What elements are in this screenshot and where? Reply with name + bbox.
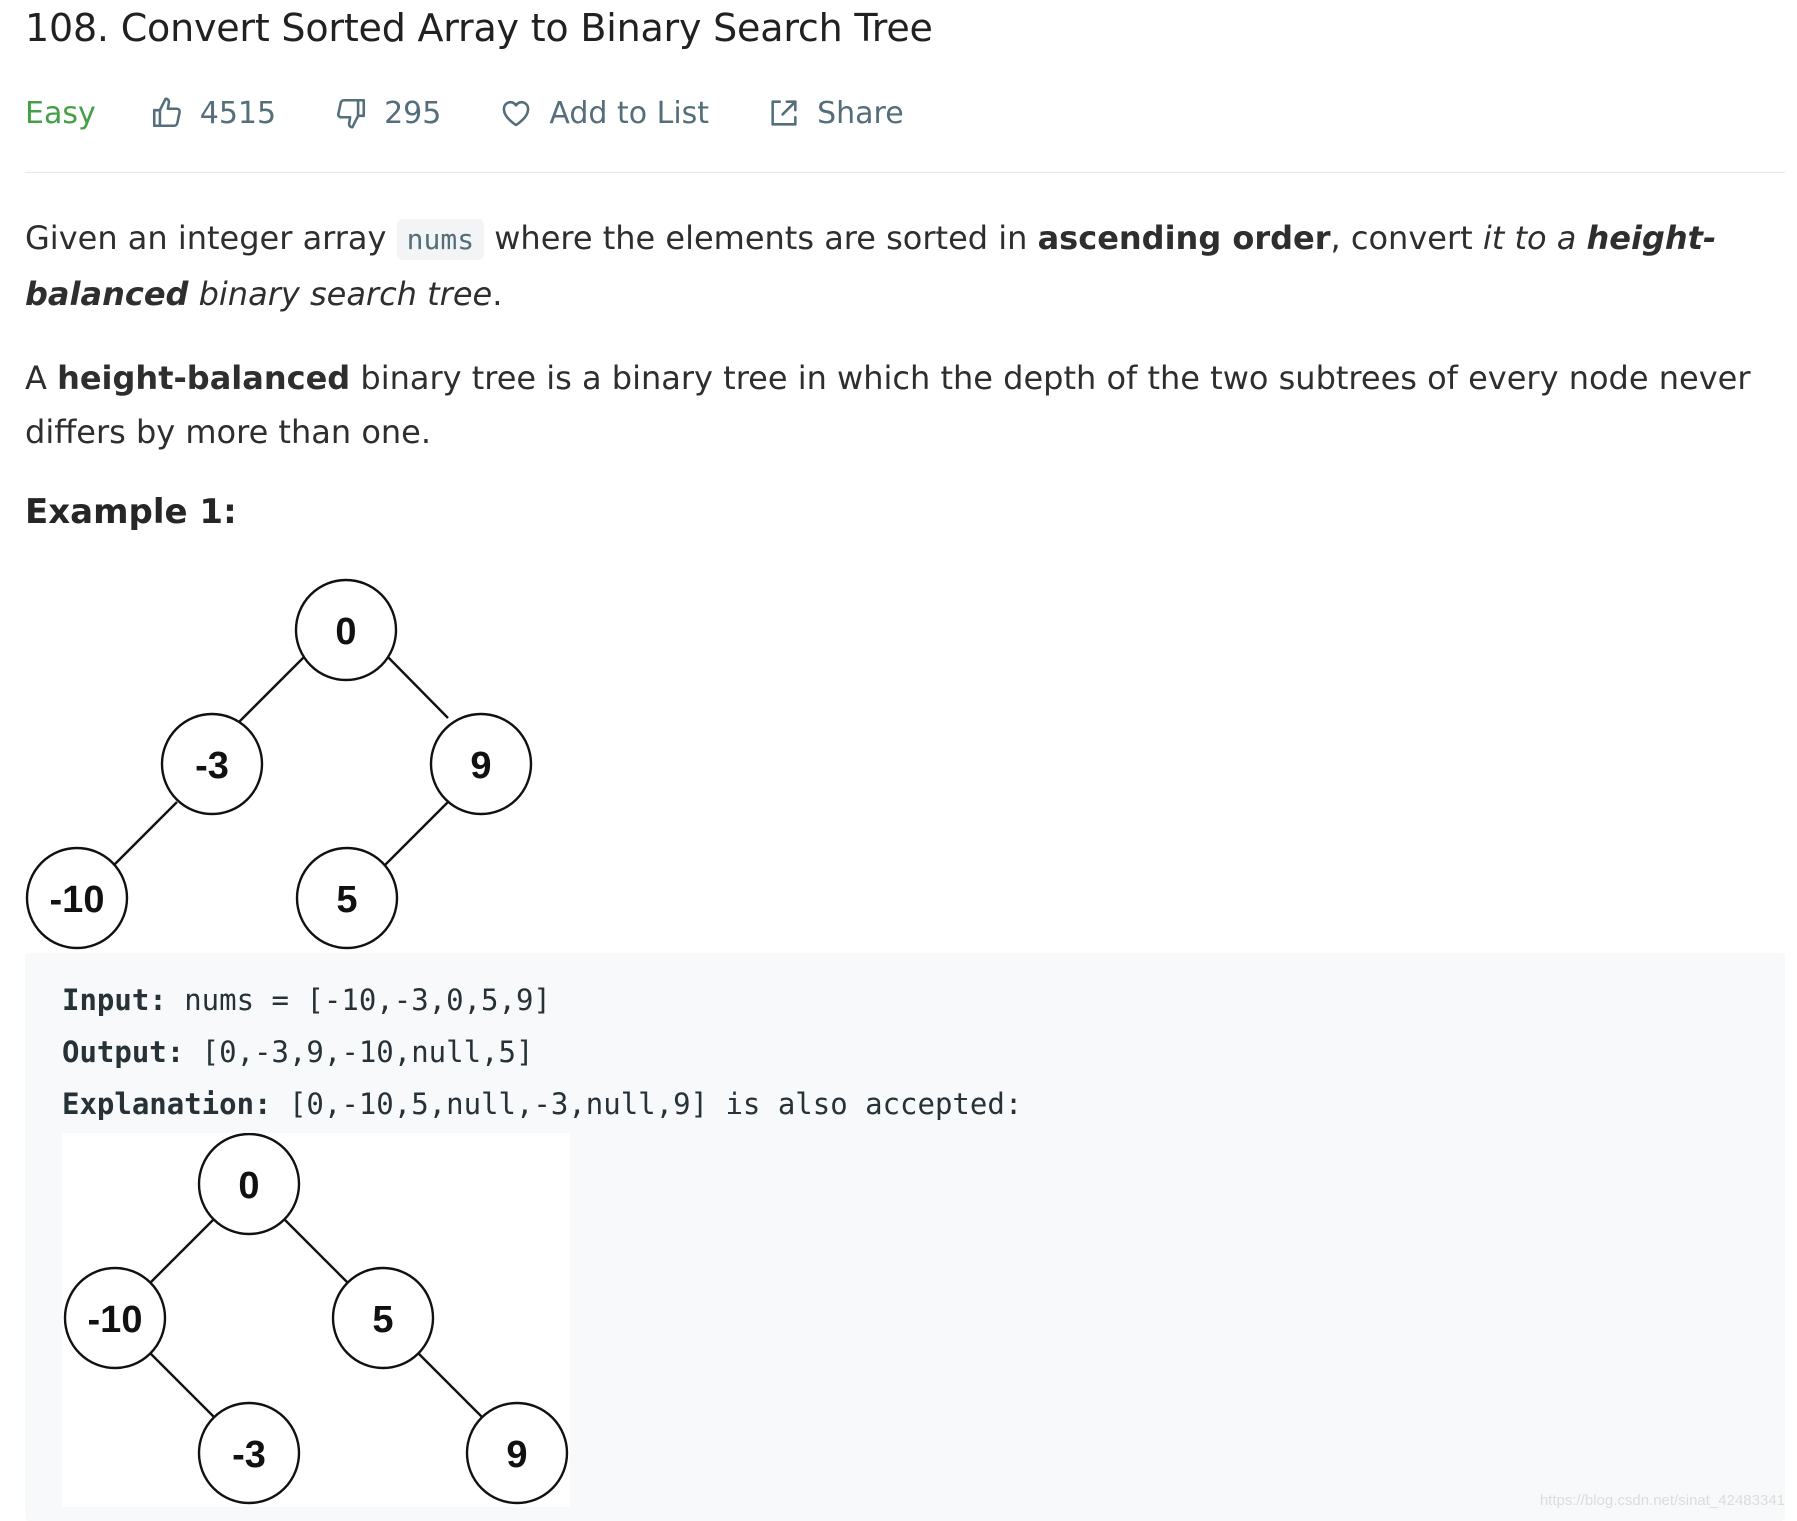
like-button[interactable] bbox=[150, 96, 276, 131]
like-count: 4515 bbox=[199, 95, 277, 131]
share-button[interactable] bbox=[767, 96, 904, 131]
input-value: nums = [-10,-3,0,5,9] bbox=[166, 983, 551, 1017]
desc-italic-text: it to a bbox=[1482, 219, 1587, 257]
tree-edge bbox=[418, 1353, 482, 1417]
example-1-tree-diagram bbox=[25, 572, 565, 956]
tree-edge bbox=[284, 1219, 348, 1283]
example-explanation-line bbox=[62, 1087, 1022, 1121]
desc-italic-text: binary search tree bbox=[198, 275, 493, 313]
example-output-line bbox=[62, 1035, 533, 1069]
example-input-line bbox=[62, 983, 551, 1017]
tree-node-label: 0 bbox=[335, 611, 357, 653]
example-1-title: Example 1: bbox=[25, 492, 237, 532]
tree-edge bbox=[111, 802, 177, 868]
difficulty-label: Easy bbox=[25, 95, 96, 131]
tree-edge bbox=[232, 649, 312, 729]
page-title: 108. Convert Sorted Array to Binary Search Tree bbox=[25, 6, 933, 50]
tree-edge bbox=[380, 649, 448, 718]
desc-text: . bbox=[492, 275, 503, 313]
share-label: Share bbox=[817, 95, 904, 131]
tree-node-label: -3 bbox=[195, 745, 229, 787]
desc-bold-italic-text: height-balanced bbox=[25, 219, 1717, 313]
description-paragraph-1 bbox=[25, 211, 1785, 321]
desc-text: binary tree is a binary tree in which the depth of the two subtrees of every node never differs by more than one. bbox=[25, 359, 1751, 451]
explanation-value: [0,-10,5,null,-3,null,9] is also accepted: bbox=[271, 1087, 1023, 1121]
add-to-list-button[interactable] bbox=[499, 96, 709, 131]
inline-code-nums: nums bbox=[397, 219, 484, 260]
description-paragraph-2 bbox=[25, 351, 1785, 459]
tree-node-label: 5 bbox=[336, 879, 358, 921]
example-1-io-block bbox=[25, 953, 1785, 1521]
watermark-text: https://blog.csdn.net/sinat_42483341 bbox=[1539, 1492, 1785, 1509]
thumbs-down-icon bbox=[334, 96, 368, 130]
desc-text: where the elements are sorted in bbox=[484, 219, 1038, 257]
explanation-label: Explanation: bbox=[62, 1087, 272, 1121]
tree-node-label: -3 bbox=[232, 1434, 266, 1476]
desc-text: , convert bbox=[1330, 219, 1483, 257]
dislike-button[interactable] bbox=[334, 96, 441, 131]
heart-icon bbox=[499, 96, 533, 130]
tree-node-label: 9 bbox=[470, 745, 492, 787]
input-label: Input: bbox=[62, 983, 167, 1017]
add-to-list-label: Add to List bbox=[549, 95, 710, 131]
example-1-alternate-tree-diagram bbox=[62, 1133, 570, 1507]
tree-node-label: -10 bbox=[87, 1299, 143, 1341]
share-icon bbox=[767, 96, 801, 130]
tree-edge bbox=[382, 802, 448, 868]
tree-node-label: 5 bbox=[372, 1299, 394, 1341]
output-label: Output: bbox=[62, 1035, 185, 1069]
output-value: [0,-3,9,-10,null,5] bbox=[184, 1035, 534, 1069]
desc-bold-text: ascending order bbox=[1037, 219, 1331, 257]
problem-meta-bar bbox=[25, 91, 962, 135]
desc-text: Given an integer array bbox=[25, 219, 397, 257]
thumbs-up-icon bbox=[150, 96, 184, 130]
header-divider bbox=[25, 172, 1785, 173]
tree-edge bbox=[150, 1353, 214, 1417]
desc-text: A bbox=[25, 359, 58, 397]
tree-node-label: -10 bbox=[49, 879, 105, 921]
alternate-tree-image bbox=[62, 1133, 570, 1507]
tree-edge bbox=[150, 1219, 214, 1283]
tree-node-label: 0 bbox=[238, 1165, 260, 1207]
tree-node-label: 9 bbox=[506, 1434, 528, 1476]
dislike-count: 295 bbox=[384, 95, 442, 131]
desc-bold-text: height-balanced bbox=[57, 359, 351, 397]
